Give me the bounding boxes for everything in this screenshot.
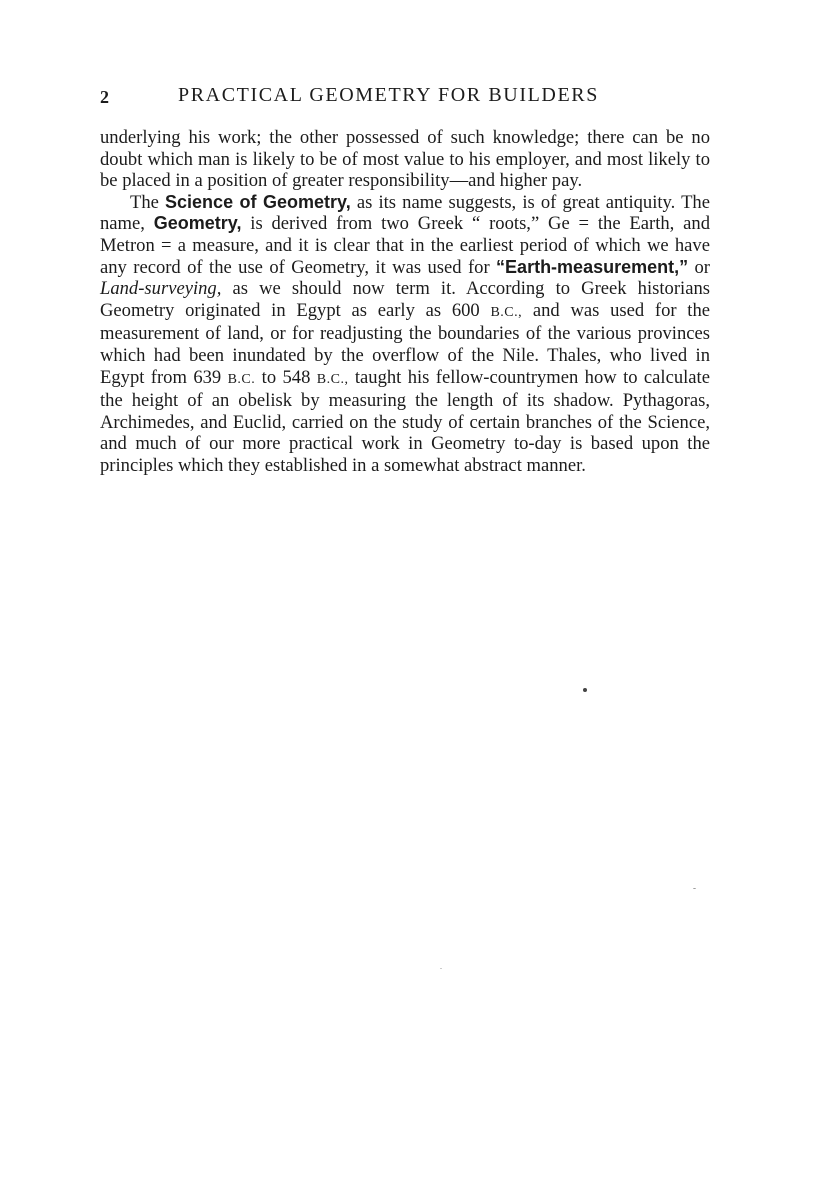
running-head	[100, 84, 710, 114]
text-run: or	[688, 256, 711, 278]
text-run: is derived from two Greek “ roots,” Ge = the Earth, and Metron = a measure, and it is clear that in the earliest period of which we have any record of the use of Geometry, it was used for	[100, 213, 710, 278]
text-run: and was used for the measurement of land, or for readjusting the boundaries of the various provinces which had been inundated by the overflow of the Nile. Thales, who lived in Egypt from 639	[100, 299, 711, 388]
era-abbrev: B.C.,	[490, 304, 523, 320]
term-land-surveying: Land-surveying,	[100, 278, 222, 300]
print-speck	[440, 968, 442, 969]
text-run: as we should now term it. According to Greek historians Geometry originated in Egypt as early as 600	[100, 278, 710, 321]
era-abbrev: B.C.	[227, 371, 256, 387]
paragraph-1: underlying his work; the other possessed of such knowledge; there can be no doubt which man is likely to be of most value to his employer, and most likely to be placed in a position of greater responsibility—and higher pay.	[100, 127, 710, 192]
text-run: The	[130, 191, 166, 213]
era-abbrev: B.C.,	[316, 371, 349, 387]
print-speck	[693, 888, 696, 889]
text-run: as its name suggests, is of great antiquity. The name,	[100, 191, 710, 235]
text-run: to 548	[255, 366, 317, 388]
page-number: 2	[100, 87, 109, 107]
text-run: taught his fellow-countrymen how to calculate the height of an obelisk by measuring the length of its shadow. Pythagoras, Archimedes, and Euclid, carried on the study of certain branches of the Science, and much of our more practical work in Geometry to-day is based upon the principles which they established in a somewhat abstract manner.	[100, 366, 710, 476]
running-title: PRACTICAL GEOMETRY FOR BUILDERS	[178, 84, 599, 106]
print-speck	[583, 688, 587, 692]
paragraph-2	[100, 192, 710, 477]
term-geometry: Geometry,	[153, 213, 242, 234]
body-text	[100, 127, 710, 477]
term-earth-measurement: “Earth-measurement,”	[496, 256, 689, 277]
term-science-of-geometry: Science of Geometry,	[165, 191, 351, 212]
